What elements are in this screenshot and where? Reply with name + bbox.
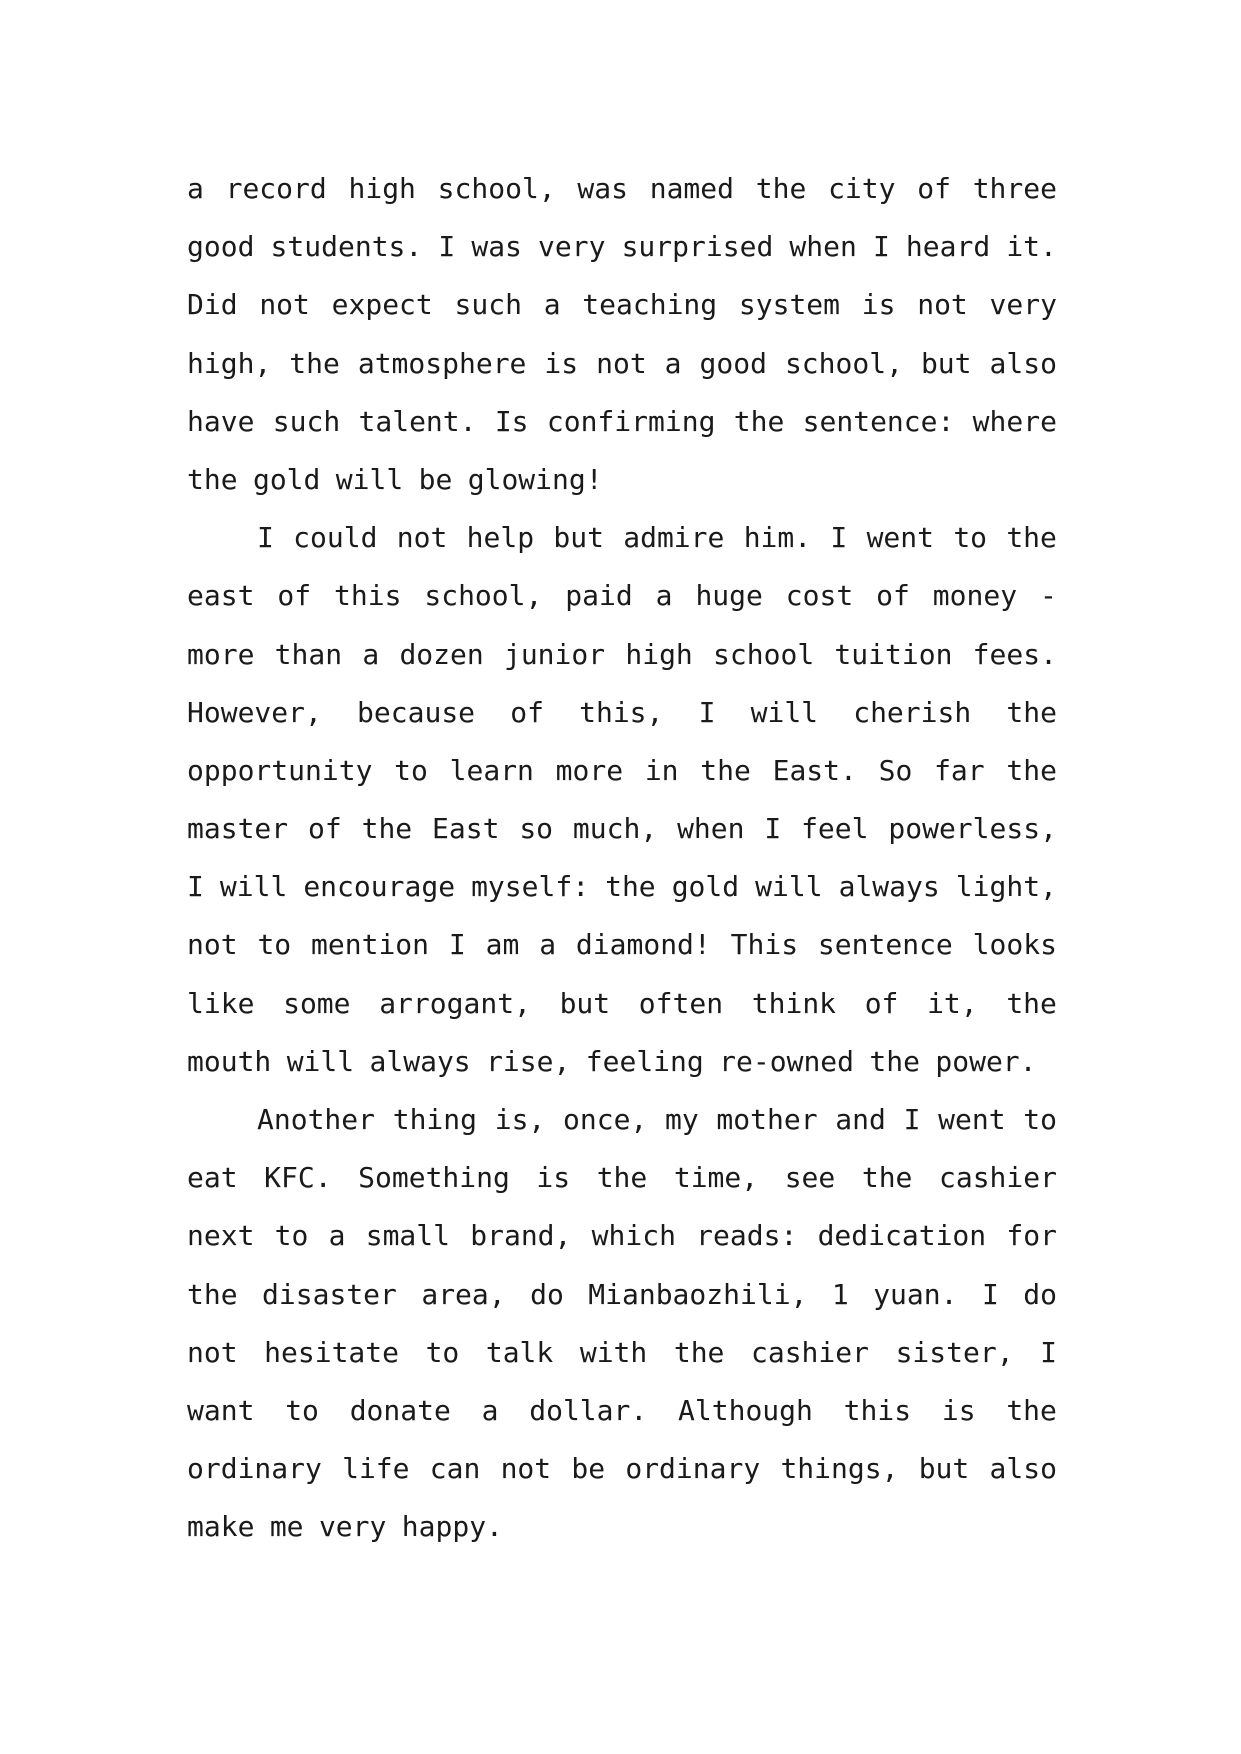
word: surprised <box>621 230 774 264</box>
word: I <box>903 1103 921 1136</box>
text-line <box>187 684 1057 742</box>
word: think <box>751 986 837 1020</box>
word: a <box>539 928 557 962</box>
word: thing <box>392 1103 478 1136</box>
text-line <box>187 975 1057 1033</box>
word: So <box>878 753 913 787</box>
word: often <box>638 986 724 1020</box>
word: - <box>1040 579 1057 613</box>
word: for <box>1006 1219 1057 1253</box>
word: the <box>733 404 785 438</box>
word: dedication <box>817 1219 987 1253</box>
word: to <box>285 1393 319 1427</box>
word: re-owned <box>719 1044 855 1078</box>
word: do <box>1023 1277 1057 1311</box>
word: hesitate <box>264 1335 399 1369</box>
word: dozen <box>399 637 484 671</box>
word: Another <box>257 1103 376 1136</box>
word: ordinary <box>625 1452 761 1486</box>
text-line <box>187 393 1057 451</box>
word: this <box>334 579 402 613</box>
word: glowing! <box>467 462 603 496</box>
text-line <box>187 160 1057 218</box>
word: of <box>864 986 899 1020</box>
text-line <box>187 800 1057 858</box>
word: also <box>989 1452 1057 1486</box>
word: the <box>1006 753 1057 787</box>
word: in <box>644 753 679 787</box>
word: arrogant, <box>379 986 531 1020</box>
word: Did <box>187 288 238 322</box>
text-line <box>187 916 1057 974</box>
word: record <box>225 172 327 205</box>
word: I <box>872 230 890 264</box>
word: East <box>432 812 500 846</box>
word: will <box>219 870 288 904</box>
word: was <box>471 230 522 264</box>
word: this, <box>579 695 664 729</box>
word: more <box>555 753 624 787</box>
text-line <box>187 1382 1057 1440</box>
text-line <box>187 1207 1057 1265</box>
word: not <box>596 346 647 380</box>
word: it. <box>1006 230 1057 264</box>
word: not <box>500 1452 552 1486</box>
word: cashier <box>938 1161 1057 1195</box>
word: always <box>369 1044 471 1078</box>
word: expect <box>331 288 433 322</box>
word: not <box>917 288 968 322</box>
word: junior <box>503 637 606 671</box>
word: which <box>591 1219 676 1253</box>
word: eat <box>187 1161 238 1195</box>
word: sister, <box>895 1335 1014 1369</box>
word: sentence <box>817 928 953 962</box>
word: because <box>357 695 476 729</box>
word: not <box>187 1335 238 1369</box>
word: I <box>830 521 848 555</box>
word: the <box>361 812 413 846</box>
word: a <box>328 1219 346 1253</box>
word: once, <box>563 1103 648 1136</box>
text-line <box>187 1149 1057 1207</box>
word: high <box>348 172 416 205</box>
text-line <box>187 742 1057 800</box>
word: teaching <box>582 288 718 322</box>
word: money <box>932 579 1018 613</box>
word: a <box>655 579 673 613</box>
text-line <box>187 1498 1057 1556</box>
word: can <box>429 1452 481 1486</box>
word: not <box>396 521 448 555</box>
text-line <box>187 567 1057 625</box>
text-line <box>187 626 1057 684</box>
word: time, <box>673 1161 759 1195</box>
word: my <box>665 1103 699 1136</box>
word: high <box>625 637 693 671</box>
word: feeling <box>585 1044 704 1078</box>
word: I <box>187 870 204 904</box>
word: named <box>649 172 735 205</box>
word: such <box>272 404 341 438</box>
text-line <box>187 1324 1057 1382</box>
word: have <box>187 404 255 438</box>
word: However, <box>187 695 322 729</box>
word: donate <box>349 1393 451 1427</box>
word: east <box>187 579 255 613</box>
word: the <box>605 870 656 904</box>
word: diamond! <box>575 928 711 962</box>
word: tuition <box>834 637 953 671</box>
word: light, <box>955 870 1057 904</box>
word: always <box>838 870 940 904</box>
word: will <box>755 870 823 904</box>
paragraph <box>187 1091 1057 1557</box>
word: the <box>289 346 340 380</box>
word: I <box>981 1277 999 1311</box>
word: a <box>187 172 204 205</box>
word: the <box>1006 695 1057 729</box>
text-line <box>187 1033 1057 1091</box>
word: city <box>828 172 896 205</box>
word: yuan. <box>873 1277 958 1311</box>
word: the <box>1006 521 1057 555</box>
word: the <box>861 1161 913 1195</box>
word: see <box>784 1161 836 1195</box>
word: gold <box>252 462 321 496</box>
word: much, <box>572 812 658 846</box>
word: powerless, <box>888 812 1057 846</box>
text-line <box>187 451 1057 509</box>
word: the <box>187 1277 238 1311</box>
word: am <box>485 928 520 962</box>
word: area, <box>421 1277 506 1311</box>
word: the <box>1006 986 1057 1020</box>
text-line <box>187 509 1057 567</box>
word: of <box>510 695 544 729</box>
word: I <box>257 521 274 555</box>
word: is <box>941 1393 976 1427</box>
word: with <box>579 1335 648 1369</box>
word: talent. <box>358 404 477 438</box>
word: things, <box>780 1452 899 1486</box>
word: heard <box>905 230 991 264</box>
word: cost <box>785 579 854 613</box>
word: was <box>577 172 628 205</box>
word: help <box>466 521 535 555</box>
word: paid <box>565 579 633 613</box>
word: dollar. <box>529 1393 648 1427</box>
word: where <box>972 404 1057 438</box>
word: disaster <box>262 1277 397 1311</box>
word: the <box>869 1044 920 1078</box>
word: but <box>553 521 604 555</box>
word: very <box>318 1510 387 1544</box>
paragraph <box>187 160 1057 509</box>
word: a <box>543 288 561 322</box>
word: a <box>664 346 682 380</box>
word: the <box>700 753 751 787</box>
word: more <box>187 637 255 671</box>
word: fees. <box>972 637 1057 671</box>
word: life <box>342 1452 410 1486</box>
word: do <box>530 1277 564 1311</box>
word: so <box>519 812 554 846</box>
text-line <box>187 335 1057 393</box>
text-line <box>187 218 1057 276</box>
word: me <box>269 1510 304 1544</box>
word: of <box>308 812 342 846</box>
word: This <box>730 928 799 962</box>
word: myself: <box>471 870 590 904</box>
word: is <box>536 1161 571 1195</box>
word: three <box>972 172 1057 205</box>
word: and <box>835 1103 886 1136</box>
word: the <box>755 172 807 205</box>
word: gold <box>671 870 740 904</box>
word: KFC. <box>264 1161 332 1195</box>
word: ordinary <box>187 1452 322 1486</box>
word: went <box>866 521 935 555</box>
word: to <box>425 1335 460 1369</box>
text-line <box>187 858 1057 916</box>
word: huge <box>695 579 763 613</box>
word: a <box>481 1393 499 1427</box>
text-line <box>187 276 1057 334</box>
word: not <box>187 928 238 962</box>
word: be <box>571 1452 606 1486</box>
word: high, <box>187 346 272 380</box>
word: will <box>335 462 404 496</box>
word: atmosphere <box>357 346 527 380</box>
word: I <box>698 695 716 729</box>
word: it, <box>927 986 978 1020</box>
word: than <box>274 637 343 671</box>
word: mother <box>716 1103 818 1136</box>
word: when <box>789 230 857 264</box>
word: sentence: <box>802 404 955 438</box>
word: school, <box>784 346 903 380</box>
text-line <box>187 1266 1057 1324</box>
word: opportunity <box>187 753 373 787</box>
word: want <box>187 1393 255 1427</box>
word: I <box>438 230 456 264</box>
word: will <box>750 695 819 729</box>
word: the <box>673 1335 725 1369</box>
word: to <box>257 928 292 962</box>
word: talk <box>485 1335 554 1369</box>
word: a <box>362 637 380 671</box>
word: master <box>187 812 289 846</box>
word: make <box>187 1510 255 1544</box>
word: of <box>876 579 910 613</box>
word: but <box>559 986 611 1020</box>
word: system <box>738 288 841 322</box>
text-line <box>187 1440 1057 1498</box>
word: far <box>934 753 985 787</box>
word: Mianbaozhili, <box>588 1277 808 1311</box>
word: good <box>187 230 255 264</box>
word: feel <box>801 812 869 846</box>
word: 1 <box>831 1277 849 1311</box>
word: could <box>293 521 378 555</box>
word: went <box>938 1103 1006 1136</box>
word: rise, <box>486 1044 571 1078</box>
word: will <box>286 1044 355 1078</box>
word: school, <box>437 172 556 205</box>
paragraph <box>187 509 1057 1091</box>
word: like <box>187 986 255 1020</box>
word: the <box>1006 1393 1057 1427</box>
word: when <box>677 812 745 846</box>
word: learn <box>449 753 534 787</box>
word: some <box>283 986 351 1020</box>
word: Something <box>358 1161 510 1195</box>
word: very <box>989 288 1057 322</box>
word: cashier <box>750 1335 869 1369</box>
word: brand, <box>470 1219 572 1253</box>
word: I <box>1040 1335 1057 1369</box>
word: very <box>538 230 606 264</box>
word: him. <box>743 521 812 555</box>
word: to <box>274 1219 309 1253</box>
word: school <box>713 637 815 671</box>
word: is <box>544 346 579 380</box>
word: school, <box>424 579 543 613</box>
word: Although <box>678 1393 813 1427</box>
word: but <box>920 346 972 380</box>
word: admire <box>623 521 725 555</box>
word: is, <box>494 1103 546 1136</box>
word: to <box>953 521 988 555</box>
word: looks <box>972 928 1057 962</box>
word: this <box>843 1393 912 1427</box>
word: mouth <box>187 1044 272 1078</box>
word: also <box>989 346 1057 380</box>
word: the <box>187 462 238 496</box>
word: encourage <box>303 870 456 904</box>
word: to <box>394 753 428 787</box>
word: mention <box>311 928 430 962</box>
word: such <box>454 288 522 322</box>
word: next <box>187 1219 255 1253</box>
word: to <box>1023 1103 1057 1136</box>
word: good <box>699 346 767 380</box>
word: happy. <box>401 1510 503 1544</box>
word: Is <box>494 404 529 438</box>
word: I <box>764 812 782 846</box>
word: of <box>917 172 951 205</box>
word: of <box>277 579 312 613</box>
word: the <box>596 1161 648 1195</box>
word: be <box>418 462 453 496</box>
word: East. <box>772 753 857 787</box>
word: confirming <box>546 404 716 438</box>
word: is <box>861 288 896 322</box>
word: power. <box>935 1044 1037 1078</box>
body-text <box>187 160 1057 1557</box>
word: but <box>918 1452 970 1486</box>
word: I <box>448 928 466 962</box>
word: students. <box>270 230 423 264</box>
word: cherish <box>853 695 972 729</box>
text-line <box>187 1091 1057 1149</box>
word: reads: <box>696 1219 798 1253</box>
word: not <box>259 288 310 322</box>
word: small <box>365 1219 451 1253</box>
